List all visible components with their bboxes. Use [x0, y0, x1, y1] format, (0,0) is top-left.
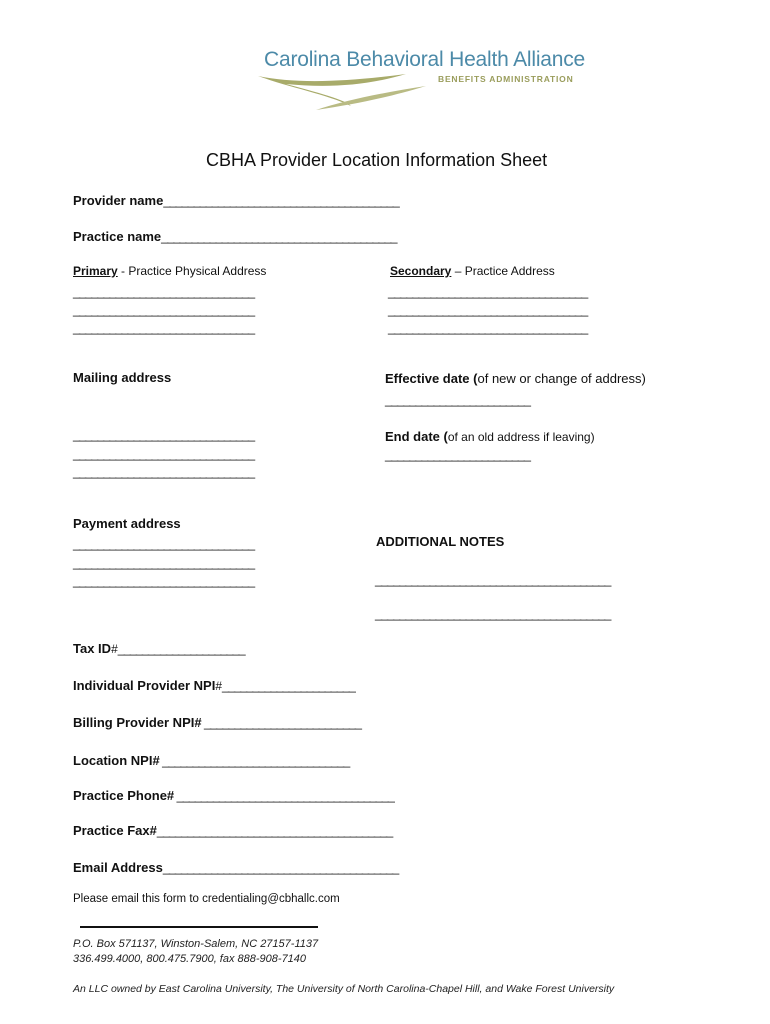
- end-date-heading: [385, 428, 595, 446]
- logo-swoosh-icon: [256, 70, 446, 112]
- effective-date-label: Effective date (: [385, 371, 478, 386]
- tax-id-hash: #: [111, 642, 118, 656]
- secondary-address-heading: [390, 264, 555, 278]
- notes-line-1[interactable]: _______________________________________: [375, 572, 611, 587]
- effective-date-heading: [385, 370, 646, 388]
- email-field[interactable]: [73, 859, 398, 877]
- mailing-line-1[interactable]: ______________________________: [73, 427, 254, 442]
- secondary-line-3[interactable]: _________________________________: [388, 320, 587, 335]
- tax-id-field[interactable]: [73, 640, 244, 658]
- practice-phone-line[interactable]: ____________________________________: [174, 788, 394, 803]
- individual-npi-field[interactable]: [73, 677, 355, 695]
- end-date-desc: of an old address if leaving): [447, 430, 595, 444]
- practice-name-line[interactable]: _______________________________________: [161, 229, 397, 244]
- billing-npi-line[interactable]: __________________________: [201, 715, 361, 730]
- email-label: Email Address: [73, 860, 163, 875]
- email-instruction: Please email this form to credentialing@cbhallc.com: [73, 893, 340, 905]
- primary-desc: - Practice Physical Address: [117, 264, 267, 278]
- primary-line-1[interactable]: ______________________________: [73, 284, 254, 299]
- location-npi-field[interactable]: [73, 752, 349, 770]
- footer-divider: [80, 926, 318, 928]
- primary-address-heading: [73, 264, 266, 278]
- practice-phone-label: Practice Phone#: [73, 788, 175, 803]
- footer-owners: An LLC owned by East Carolina University, The University of North Carolina-Chapel Hill, and Wake Forest University: [73, 983, 615, 995]
- provider-name-line[interactable]: _______________________________________: [163, 193, 399, 208]
- location-npi-line[interactable]: _______________________________: [159, 753, 350, 768]
- mailing-line-2[interactable]: ______________________________: [73, 446, 254, 461]
- footer-phones: 336.499.4000, 800.475.7900, fax 888-908-7140: [73, 953, 307, 965]
- email-line[interactable]: _______________________________________: [162, 860, 399, 875]
- logo-subtitle: BENEFITS ADMINISTRATION: [438, 74, 574, 84]
- effective-date-desc: of new or change of address): [477, 371, 646, 386]
- tax-id-label: Tax ID: [73, 641, 112, 656]
- mailing-address-label: Mailing address: [73, 370, 172, 385]
- individual-npi-line[interactable]: ______________________: [222, 678, 355, 693]
- billing-npi-field[interactable]: [73, 714, 361, 732]
- practice-name-field[interactable]: [73, 228, 396, 246]
- form-title: CBHA Provider Location Information Sheet: [206, 150, 548, 170]
- end-date-label: End date (: [385, 429, 448, 444]
- billing-npi-label: Billing Provider NPI#: [73, 715, 202, 730]
- secondary-line-1[interactable]: _________________________________: [388, 284, 587, 299]
- payment-line-3[interactable]: ______________________________: [73, 573, 254, 588]
- provider-name-field[interactable]: [73, 192, 399, 210]
- primary-label: Primary: [73, 264, 118, 278]
- practice-name-label: Practice name: [73, 229, 162, 244]
- individual-npi-hash: #: [215, 679, 222, 693]
- primary-line-2[interactable]: ______________________________: [73, 302, 254, 317]
- practice-fax-field[interactable]: [73, 822, 392, 840]
- provider-name-label: Provider name: [73, 193, 164, 208]
- payment-line-1[interactable]: ______________________________: [73, 536, 254, 551]
- effective-date-line[interactable]: ________________________: [385, 392, 530, 407]
- secondary-label: Secondary: [390, 264, 452, 278]
- additional-notes-label: ADDITIONAL NOTES: [376, 534, 505, 549]
- practice-fax-label: Practice Fax#: [73, 823, 157, 838]
- individual-npi-label: Individual Provider NPI: [73, 678, 216, 693]
- payment-line-2[interactable]: ______________________________: [73, 555, 254, 570]
- notes-line-2[interactable]: _______________________________________: [375, 606, 611, 621]
- logo: [256, 44, 586, 114]
- primary-line-3[interactable]: ______________________________: [73, 320, 254, 335]
- tax-id-line[interactable]: _____________________: [117, 641, 245, 656]
- footer-address: P.O. Box 571137, Winston-Salem, NC 27157-1137: [73, 938, 319, 950]
- practice-phone-field[interactable]: [73, 787, 394, 805]
- secondary-line-2[interactable]: _________________________________: [388, 302, 587, 317]
- location-npi-label: Location NPI#: [73, 753, 160, 768]
- payment-address-label: Payment address: [73, 516, 181, 531]
- mailing-line-3[interactable]: ______________________________: [73, 464, 254, 479]
- end-date-line[interactable]: ________________________: [385, 447, 530, 462]
- practice-fax-line[interactable]: _______________________________________: [156, 823, 393, 838]
- secondary-desc: – Practice Address: [451, 264, 555, 278]
- logo-title: Carolina Behavioral Health Alliance: [264, 48, 586, 71]
